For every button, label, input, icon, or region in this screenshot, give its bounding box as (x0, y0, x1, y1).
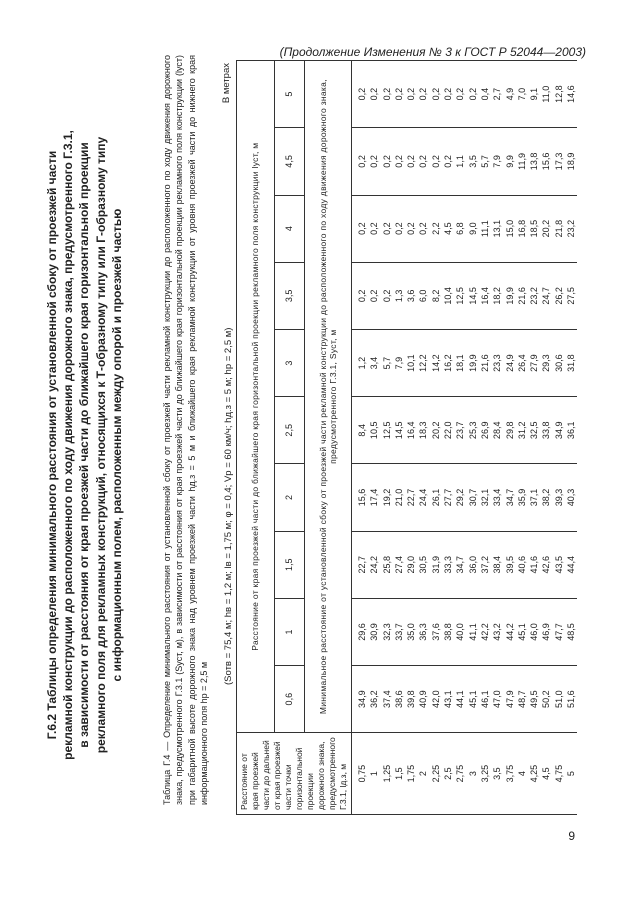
table-cell: 18,9 (566, 152, 577, 171)
table-cell: 0,2 (393, 222, 404, 235)
table-cell: 38,8 (443, 623, 454, 641)
row-label: 2,5 (443, 767, 454, 780)
table-cell: 32,3 (381, 623, 392, 641)
table-cell: 0,2 (418, 222, 429, 235)
column-header: 2 (274, 464, 304, 531)
table-cell: 35,0 (406, 623, 417, 641)
table-cell: 22,0 (443, 421, 454, 440)
table-cell: 49,5 (529, 690, 540, 708)
column-header: 3,5 (274, 262, 304, 329)
value-column (352, 195, 578, 262)
table-cell: 3,5 (467, 155, 478, 168)
table-cell: 22,7 (406, 488, 417, 507)
table-cell: 44,2 (504, 623, 515, 641)
table-cell: 48,7 (516, 690, 527, 708)
table-cell: 23,2 (529, 287, 540, 305)
table-cell: 45,1 (516, 623, 527, 641)
table-cell: 26,2 (553, 287, 564, 305)
table-cell: 33,3 (443, 555, 454, 574)
table-cell: 7,9 (492, 155, 503, 168)
table-cell: 34,7 (455, 555, 466, 574)
row-label: 2,75 (455, 764, 466, 783)
row-label: 5 (566, 771, 577, 777)
table-cell: 2,2 (430, 222, 441, 235)
value-column (352, 666, 578, 733)
table-cell: 20,2 (541, 219, 552, 238)
table-cell: 29,2 (455, 488, 466, 507)
table-cell: 42,0 (430, 690, 441, 708)
table-cell: 46,0 (529, 623, 540, 641)
table-cell: 30,7 (467, 488, 478, 507)
table-cell: 44,4 (566, 555, 577, 574)
row-label: 2,25 (430, 764, 441, 783)
table-cell: 19,9 (504, 287, 515, 305)
table-cell: 26,4 (516, 354, 527, 372)
table-cell: 33,8 (541, 421, 552, 440)
table-cell: 19,2 (381, 488, 392, 507)
section-title (44, 55, 125, 835)
column-group-header: Расстояние от края проезжей части до ближайшего края горизонтальной проекции рекламного поля конструкции lуст, м (237, 61, 275, 733)
table-cell: 29,6 (357, 623, 367, 641)
table-cell: 0,2 (406, 222, 417, 235)
table-cell: 18,1 (455, 354, 466, 372)
units-label: В метрах (221, 63, 232, 104)
table-cell: 25,3 (467, 421, 478, 440)
table-cell: 11,1 (479, 220, 490, 238)
table-cell: 6,0 (418, 289, 429, 303)
table-cell: 15,0 (504, 219, 515, 238)
table-cell: 18,3 (418, 421, 429, 440)
table-cell: 17,4 (369, 488, 380, 507)
row-header-cell: Расстояние от края проезжей части до дальней от края проезжей части точки горизонтальной проекции дорожного знака, предусмотренного Г.3.1, lд.з, м (237, 733, 352, 815)
table-cell: 48,5 (566, 623, 577, 641)
table-cell: 12,5 (455, 287, 466, 305)
table-cell: 51,0 (553, 690, 564, 708)
value-column (352, 598, 578, 665)
table-cell: 27,4 (393, 555, 404, 574)
table-cell: 0,2 (467, 87, 478, 101)
table-cell: 30,6 (553, 354, 564, 372)
table-cell: 32,5 (529, 421, 540, 440)
title-line: в зависимости от расстояния от края проезжей части до ближайшего края горизонтальной проекции (77, 142, 92, 748)
row-label: 3,75 (504, 764, 515, 783)
table-cell: 4,5 (443, 222, 454, 235)
title-line: рекламного поля для рекламных конструкций, относящихся к Т-образному типу или Г-образному типу (93, 136, 108, 754)
table-cell: 18,5 (529, 219, 540, 238)
table-cell: 43,1 (443, 690, 454, 708)
table-cell: 47,0 (492, 690, 503, 708)
data-table (236, 60, 577, 815)
table-cell: 10,5 (369, 421, 380, 440)
column-header: 2,5 (274, 397, 304, 464)
table-cell: 46,1 (479, 690, 490, 708)
table-cell: 29,8 (504, 421, 515, 440)
table-cell: 0,2 (406, 87, 417, 101)
table-cell: 0,2 (357, 289, 367, 303)
table-cell: 10,4 (443, 287, 454, 305)
table-cell: 0,2 (443, 155, 454, 168)
table-cell: 11,9 (516, 153, 527, 170)
table-cell: 22,7 (357, 555, 367, 574)
row-label: 3 (467, 771, 478, 777)
row-label: 3,5 (492, 767, 503, 780)
column-header: 1 (274, 598, 304, 665)
table-cell: 16,4 (479, 287, 490, 305)
table-cell: 26,1 (430, 488, 441, 507)
row-label: 3,25 (479, 764, 490, 783)
table-cell: 46,9 (541, 623, 552, 641)
table-cell: 23,3 (492, 354, 503, 372)
table-cell: 36,0 (467, 555, 478, 574)
table-cell: 0,2 (369, 87, 380, 101)
table-cell: 18,2 (492, 287, 503, 305)
table-cell: 41,6 (529, 555, 540, 574)
table-cell: 8,2 (430, 289, 441, 303)
table-cell: 31,2 (516, 421, 527, 440)
table-cell: 0,2 (381, 87, 392, 101)
table-cell: 42,6 (541, 555, 552, 574)
value-column (352, 262, 578, 329)
table-cell: 9,1 (529, 87, 540, 101)
table-cell: 32,1 (479, 488, 490, 507)
table-cell: 21,0 (393, 488, 404, 507)
table-cell: 30,9 (369, 623, 380, 641)
title-line: с информационным полем, расположенным между опорой и проезжей частью (109, 208, 124, 682)
table-cell: 0,2 (418, 87, 429, 101)
table-cell: 8,4 (357, 424, 367, 437)
table-cell: 14,2 (430, 354, 441, 372)
value-column (352, 397, 578, 464)
table-cell: 5,7 (479, 155, 490, 168)
table-cell: 31,9 (430, 555, 441, 574)
row-labels-cell (352, 733, 578, 815)
table-cell: 40,9 (418, 690, 429, 708)
table-cell: 29,0 (406, 555, 417, 574)
row-label: 4,25 (529, 764, 540, 783)
table-cell: 34,9 (553, 421, 564, 440)
table-cell: 43,5 (553, 555, 564, 574)
table-cell: 37,4 (381, 690, 392, 708)
row-label: 4,75 (553, 764, 564, 783)
table-cell: 33,4 (492, 488, 503, 507)
column-header: 1,5 (274, 531, 304, 598)
table-cell: 10,1 (406, 354, 417, 372)
title-line: Г.6.2 Таблицы определения минимального расстояния от установленной сбоку от проезжей части (45, 150, 59, 740)
table-cell: 5,7 (381, 356, 392, 370)
table-cell: 14,5 (393, 421, 404, 440)
table-cell: 0,2 (369, 155, 380, 168)
table-cell: 0,2 (418, 155, 429, 168)
table-cell: 38,4 (492, 555, 503, 574)
table-cell: 21,6 (479, 354, 490, 372)
row-label: 2 (418, 771, 429, 777)
table-cell: 27,5 (566, 287, 577, 305)
table-cell: 12,8 (553, 85, 564, 103)
row-label: 1,25 (381, 764, 392, 783)
table-cell: 1,2 (357, 356, 367, 370)
table-cell: 0,2 (393, 87, 404, 101)
table-cell: 0,4 (479, 87, 490, 101)
table-cell: 45,1 (467, 690, 478, 708)
table-cell: 28,4 (492, 421, 503, 440)
table-cell: 40,0 (455, 623, 466, 641)
table-cell: 37,2 (479, 555, 490, 574)
table-cell: 43,2 (492, 623, 503, 641)
table-cell: 39,5 (504, 555, 515, 574)
table-cell: 19,9 (467, 354, 478, 372)
table-cell: 0,2 (381, 222, 392, 235)
row-label: 4 (516, 771, 527, 777)
sub-header: Минимальное расстояние от установленной сбоку от проезжей части рекламной конструкции до расположенного по ходу движения дорожного знака, предусмотренного Г.3.1, Sуст, м (304, 61, 351, 733)
table-cell: 0,2 (455, 87, 466, 101)
row-label: 1,5 (393, 767, 404, 780)
table-cell: 38,6 (393, 690, 404, 708)
table-cell: 24,4 (418, 488, 429, 507)
table-cell: 20,2 (430, 421, 441, 440)
table-cell: 37,6 (430, 623, 441, 641)
table-cell: 0,2 (381, 289, 392, 303)
title-line: рекламной конструкции до расположенного по ходу движения дорожного знака, предусмотренного Г.3.1, (61, 130, 76, 760)
table-cell: 42,2 (479, 623, 490, 641)
table-cell: 6,8 (455, 222, 466, 235)
table-cell: 3,6 (406, 289, 417, 303)
value-column (352, 329, 578, 396)
table-cell: 7,9 (393, 356, 404, 370)
table-cell: 23,7 (455, 421, 466, 440)
table-cell: 34,7 (504, 488, 515, 507)
table-cell: 13,1 (492, 219, 503, 238)
table-cell: 0,2 (357, 222, 367, 235)
table-cell: 11,0 (541, 85, 552, 103)
table-cell: 15,6 (357, 488, 367, 507)
table-cell: 40,3 (566, 488, 577, 507)
table-cell: 33,7 (393, 623, 404, 641)
table-cell: 0,2 (369, 222, 380, 235)
table-cell: 31,8 (566, 354, 577, 372)
table-cell: 39,3 (553, 488, 564, 507)
table-cell: 39,8 (406, 690, 417, 708)
table-cell: 14,6 (566, 85, 577, 103)
table-cell: 7,0 (516, 87, 527, 101)
table-cell: 38,2 (541, 488, 552, 507)
table-cell: 24,7 (541, 287, 552, 305)
table-cell: 1,1 (455, 155, 466, 168)
column-header: 4,5 (274, 128, 304, 195)
table-cell: 37,1 (529, 488, 540, 507)
value-column (352, 128, 578, 195)
table-cell: 9,0 (467, 222, 478, 235)
table-cell: 13,8 (529, 152, 540, 171)
table-cell: 0,2 (393, 155, 404, 168)
table-cell: 26,9 (479, 421, 490, 440)
table-cell: 21,8 (553, 219, 564, 238)
column-header: 4 (274, 195, 304, 262)
table-cell: 27,9 (529, 354, 540, 372)
table-cell: 36,1 (566, 421, 577, 440)
table-cell: 0,2 (406, 155, 417, 168)
parameters-formula: (Sотв = 75,4 м; hв = 1,2 м; lв = 1,75 м; φ = 0,4; Vр = 60 км/ч; hд.з = 5 м; hр = 2,5 м) (223, 327, 234, 685)
table-cell: 36,2 (369, 690, 380, 708)
table-cell: 41,1 (467, 623, 478, 641)
table-cell: 44,1 (455, 690, 466, 708)
page-header: (Продолжение Изменения № 3 к ГОСТ Р 52044—2003) (279, 45, 586, 59)
table-cell: 23,2 (566, 219, 577, 238)
table-cell: 0,2 (357, 87, 367, 101)
table-cell: 16,8 (516, 219, 527, 238)
table-cell: 47,7 (553, 623, 564, 641)
table-cell: 21,6 (516, 287, 527, 305)
value-column (352, 531, 578, 598)
table-cell: 24,9 (504, 354, 515, 372)
table-cell: 0,2 (357, 155, 367, 168)
column-header: 0,6 (274, 666, 304, 733)
table-cell: 35,9 (516, 488, 527, 507)
column-header: 5 (274, 61, 304, 128)
table-cell: 17,3 (553, 152, 564, 171)
table-cell: 30,5 (418, 555, 429, 574)
table-cell: 47,9 (504, 690, 515, 708)
table-cell: 24,2 (369, 555, 380, 574)
table-cell: 0,2 (369, 289, 380, 303)
table-cell: 15,6 (541, 152, 552, 171)
table-cell: 14,5 (467, 287, 478, 305)
table-cell: 27,7 (443, 488, 454, 507)
value-column (352, 464, 578, 531)
table-cell: 0,2 (430, 87, 441, 101)
table-cell: 36,3 (418, 623, 429, 641)
column-header: 3 (274, 329, 304, 396)
table-cell: 12,2 (418, 354, 429, 372)
table-cell: 9,9 (504, 155, 515, 168)
table-cell: 40,6 (516, 555, 527, 574)
table-cell: 50,2 (541, 690, 552, 708)
table-cell: 1,3 (393, 289, 404, 303)
row-label: 0,75 (357, 764, 367, 783)
page-number: 9 (568, 829, 575, 843)
table-cell: 0,2 (381, 155, 392, 168)
table-cell: 0,2 (443, 87, 454, 101)
table-cell: 16,2 (443, 354, 454, 372)
table-cell: 2,7 (492, 87, 503, 101)
row-label: 1,75 (406, 764, 417, 783)
table-caption: Таблица Г.4 — Определение минимального расстояния от установленной сбоку от проезжей части рекламной конструкции до расположенного по ходу движения дорожного знака, предусмотренного Г.3.1 (Sуст, м), в зависимости от расстояния от края проезжей части до ближайшего края горизонтальной проекции рекламного поля конструкции (lуст) при габаритной высоте дорожного знака над уровнем проезжей части hд.з = 5 м и ближайшего края рекламной конструкции от уровня проезжей части до нижнего края информационного поля hр = 2,5 м (162, 55, 209, 805)
row-label: 4,5 (541, 767, 552, 780)
table-cell: 0,2 (430, 155, 441, 168)
table-cell: 34,9 (357, 690, 367, 708)
value-column (352, 61, 578, 128)
table-cell: 4,9 (504, 87, 515, 101)
table-cell: 16,4 (406, 421, 417, 440)
rotated-page-body (44, 55, 577, 835)
row-label: 1 (369, 771, 380, 777)
table-cell: 3,4 (369, 356, 380, 370)
table-cell: 25,8 (381, 555, 392, 574)
table-cell: 29,3 (541, 354, 552, 372)
table-cell: 51,6 (566, 690, 577, 708)
table-cell: 12,5 (381, 421, 392, 440)
